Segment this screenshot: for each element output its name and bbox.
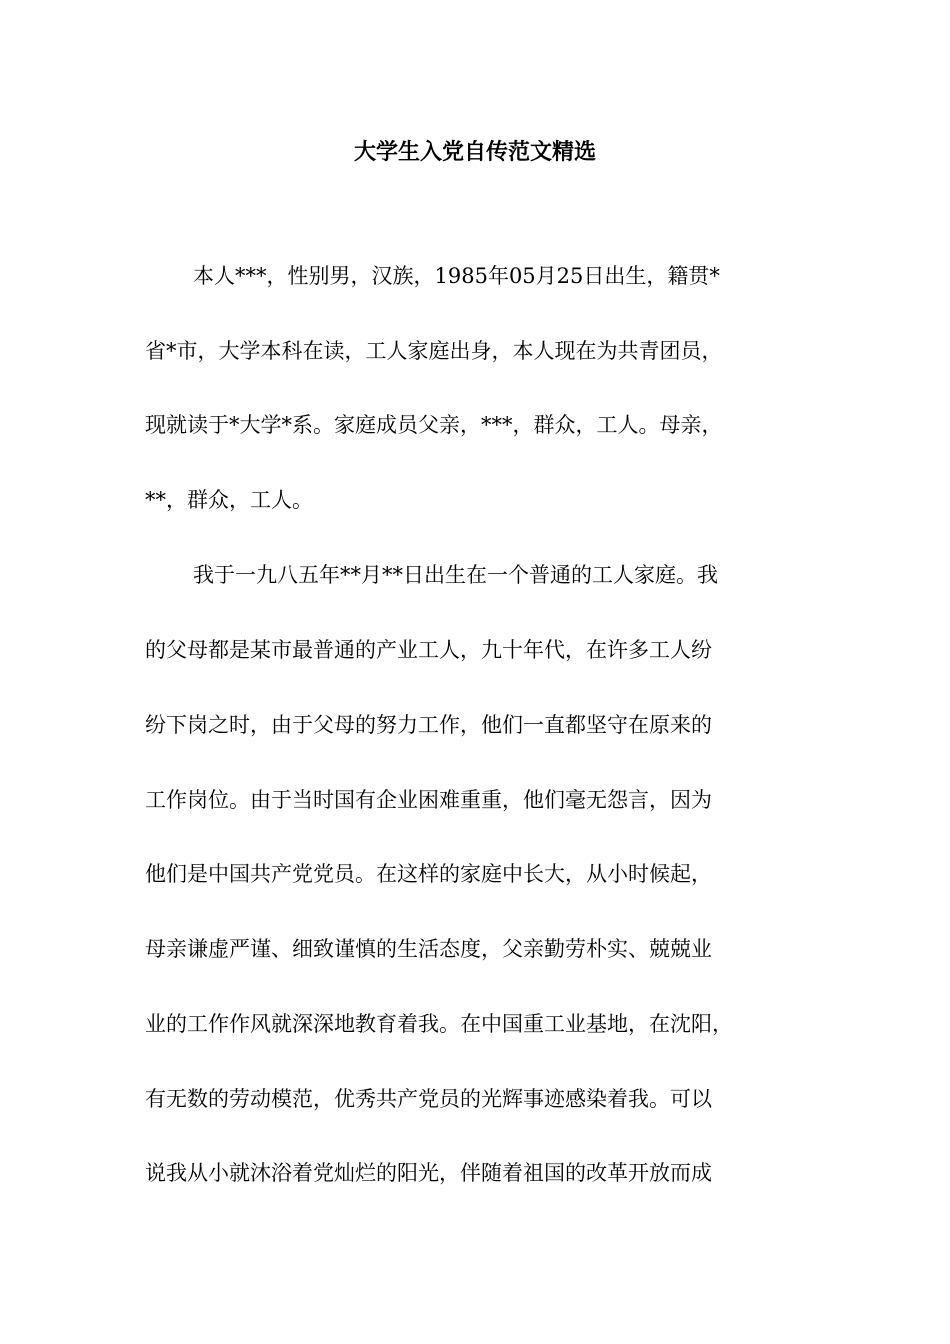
paragraph-line: 业的工作作风就深深地教育着我。在中国重工业基地，在沈阳， [145, 1012, 733, 1036]
document-title: 大学生入党自传范文精选 [353, 139, 596, 165]
paragraph-line: 说我从小就沐浴着党灿烂的阳光，伴随着祖国的改革开放而成 [145, 1161, 712, 1185]
paragraph-line: 他们是中国共产党党员。在这样的家庭中长大，从小时候起， [145, 862, 712, 886]
paragraph-line: 工作岗位。由于当时国有企业困难重重，他们毫无怨言，因为 [145, 788, 712, 812]
paragraph-line: 有无数的劳动模范，优秀共产党员的光辉事迹感染着我。可以 [145, 1087, 712, 1111]
paragraph-line: 我于一九八五年**月**日出生在一个普通的工人家庭。我 [193, 563, 718, 587]
paragraph-line: 纷下岗之时，由于父母的努力工作，他们一直都坚守在原来的 [145, 713, 712, 737]
paragraph-line: 的父母都是某市最普通的产业工人，九十年代，在许多工人纷 [145, 638, 712, 662]
paragraph-line: **，群众，工人。 [145, 488, 313, 512]
paragraph-line: 省*市，大学本科在读，工人家庭出身，本人现在为共青团员， [145, 339, 723, 363]
paragraph-line: 母亲谦虚严谨、细致谨慎的生活态度，父亲勤劳朴实、兢兢业 [145, 937, 712, 961]
paragraph-line: 本人***，性别男，汉族，1985年05月25日出生，籍贯* [193, 264, 720, 288]
paragraph-line: 现就读于*大学*系。家庭成员父亲，***，群众，工人。母亲， [145, 413, 723, 437]
